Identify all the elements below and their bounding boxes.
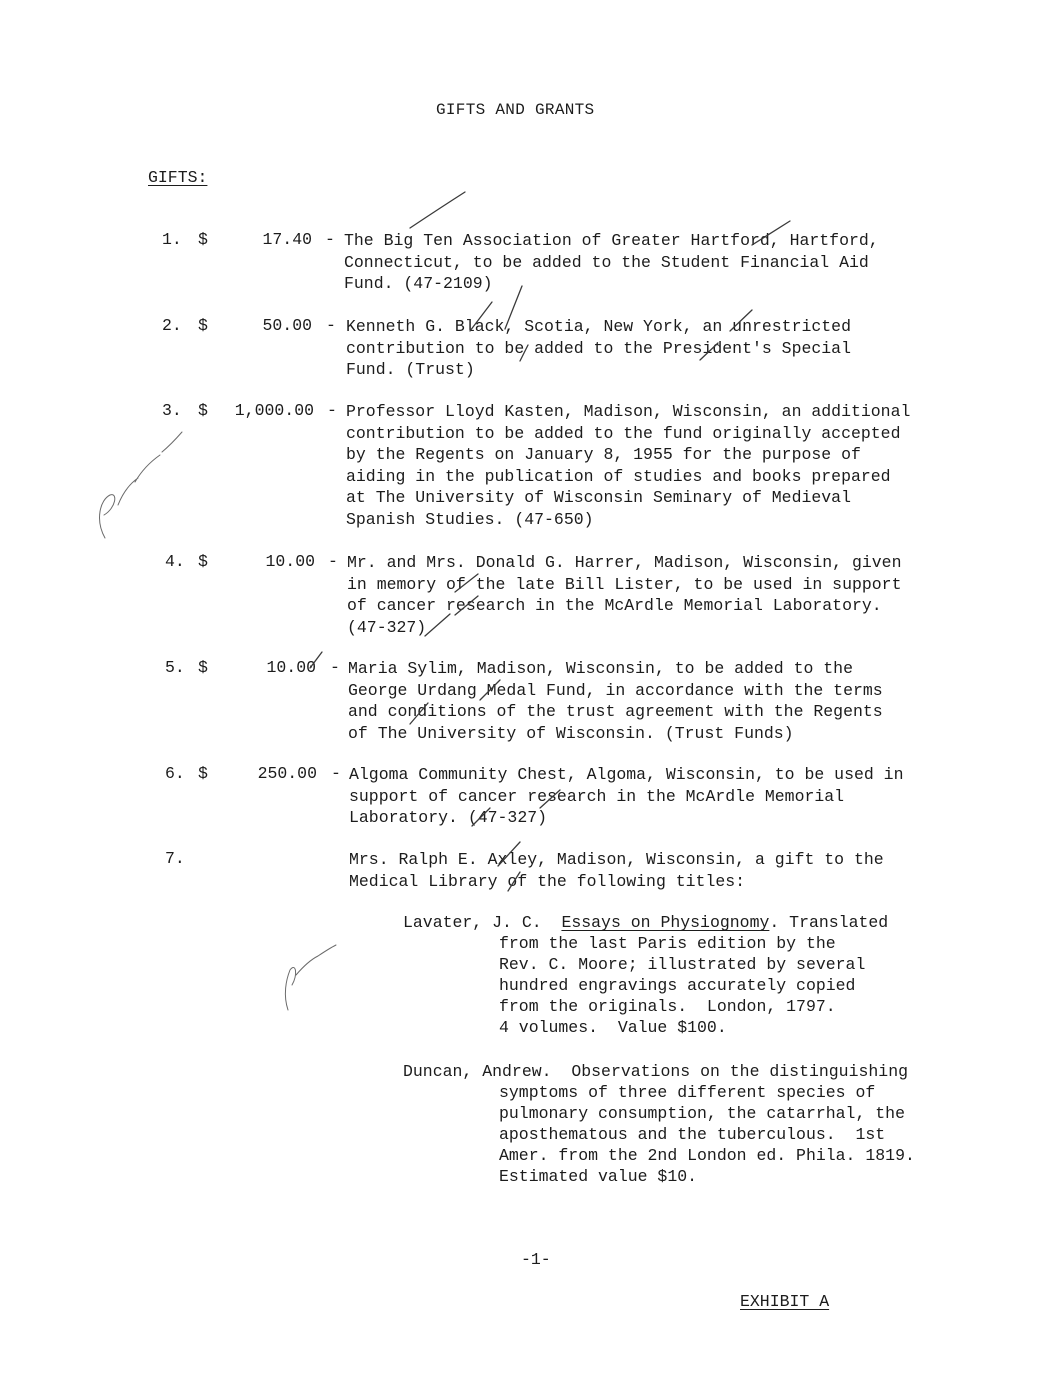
- description-line: and conditions of the trust agreement with the Regents: [348, 702, 883, 722]
- separator-dash: -: [326, 316, 336, 335]
- description-line: contribution to be added to the fund originally accepted: [346, 423, 901, 443]
- book-detail-line: hundred engravings accurately copied: [499, 976, 856, 995]
- book-detail-line: from the originals. London, 1797.: [499, 997, 836, 1016]
- separator-dash: -: [331, 764, 341, 783]
- item-number: 5.: [165, 658, 185, 677]
- item-number: 4.: [165, 552, 185, 571]
- description-line: support of cancer research in the McArdle Memorial: [349, 786, 845, 806]
- description-line: Fund. (Trust): [346, 360, 475, 380]
- margin-scribble: [100, 432, 182, 538]
- book-detail-line: 4 volumes. Value $100.: [499, 1018, 727, 1037]
- description-line: Maria Sylim, Madison, Wisconsin, to be added to the: [348, 659, 853, 678]
- gift-amount: 10.00: [265, 552, 315, 571]
- description-line: Kenneth G. Black, Scotia, New York, an unrestricted: [346, 317, 851, 336]
- exhibit-label: EXHIBIT A: [740, 1292, 830, 1311]
- gift-description: [344, 230, 879, 295]
- separator-dash: -: [327, 401, 337, 420]
- item-number: 7.: [165, 849, 185, 868]
- book-title: Essays on Physiognomy: [561, 913, 770, 932]
- book-author: Lavater, J. C.: [403, 913, 542, 932]
- description-line: by the Regents on January 8, 1955 for the purpose of: [346, 445, 861, 465]
- description-line: Laboratory. (47-327): [349, 808, 548, 828]
- gift-amount: 1,000.00: [234, 401, 314, 420]
- description-line: of The University of Wisconsin. (Trust Funds): [348, 723, 794, 743]
- margin-scribble: [285, 945, 336, 1010]
- book-title: Observations on the distinguishing: [571, 1062, 908, 1081]
- separator-dash: -: [330, 658, 340, 677]
- description-line: Medical Library of the following titles:: [349, 871, 746, 891]
- description-line: Mr. and Mrs. Donald G. Harrer, Madison, Wisconsin, given: [347, 553, 902, 572]
- item-number: 6.: [165, 764, 185, 783]
- description-line: Connecticut, to be added to the Student Financial Aid: [344, 252, 869, 272]
- description-line: of cancer research in the McArdle Memorial Laboratory.: [347, 596, 882, 616]
- gift-amount: 50.00: [262, 316, 312, 335]
- description-line: Fund. (47-2109): [344, 274, 493, 294]
- gift-description: [346, 401, 910, 531]
- book-author: Duncan, Andrew.: [403, 1062, 552, 1081]
- book-detail-line: Estimated value $10.: [499, 1167, 698, 1186]
- gift-amount: 17.40: [262, 230, 312, 249]
- gift-amount: 10.00: [266, 658, 316, 677]
- book-detail-line: Rev. C. Moore; illustrated by several: [499, 955, 866, 974]
- gift-amount: 250.00: [257, 764, 317, 783]
- item-number: 1.: [162, 230, 182, 249]
- description-line: Algoma Community Chest, Algoma, Wisconsin, to be used in: [349, 765, 904, 784]
- gift-description: [349, 849, 884, 892]
- description-line: Mrs. Ralph E. Axley, Madison, Wisconsin, a gift to the: [349, 850, 884, 869]
- gift-description: [346, 316, 851, 381]
- separator-dash: -: [325, 230, 335, 249]
- currency-symbol: $: [198, 401, 208, 420]
- currency-symbol: $: [198, 658, 208, 677]
- description-line: at The University of Wisconsin Seminary of Medieval: [346, 488, 851, 508]
- book-detail-line: Amer. from the 2nd London ed. Phila. 1819.: [499, 1146, 915, 1165]
- book-detail-line: symptoms of three different species of: [499, 1083, 876, 1102]
- currency-symbol: $: [198, 764, 208, 783]
- separator-dash: -: [328, 552, 338, 571]
- book-entry-duncan: [403, 1061, 915, 1187]
- section-heading-gifts: GIFTS:: [148, 168, 208, 187]
- currency-symbol: $: [198, 316, 208, 335]
- description-line: George Urdang Medal Fund, in accordance with the terms: [348, 680, 883, 700]
- gift-description: [349, 764, 904, 829]
- gift-description: [347, 552, 902, 638]
- currency-symbol: $: [198, 552, 208, 571]
- book-detail-line: aposthematous and the tuberculous. 1st: [499, 1125, 886, 1144]
- check-mark: [410, 192, 465, 228]
- item-number: 3.: [162, 401, 182, 420]
- currency-symbol: $: [198, 230, 208, 249]
- book-detail-line: pulmonary consumption, the catarrhal, the: [499, 1104, 905, 1123]
- book-title-suffix: . Translated: [769, 913, 889, 932]
- description-line: in memory of the late Bill Lister, to be used in support: [347, 574, 902, 594]
- item-number: 2.: [162, 316, 182, 335]
- description-line: Professor Lloyd Kasten, Madison, Wisconsin, an additional: [346, 402, 911, 421]
- description-line: The Big Ten Association of Greater Hartford, Hartford,: [344, 231, 879, 250]
- book-entry-lavater: [403, 912, 888, 1038]
- description-line: Spanish Studies. (47-650): [346, 509, 594, 529]
- description-line: (47-327): [347, 617, 427, 637]
- page-title: GIFTS AND GRANTS: [436, 101, 595, 119]
- description-line: aiding in the publication of studies and books prepared: [346, 466, 891, 486]
- description-line: contribution to be added to the President's Special: [346, 338, 851, 358]
- gift-description: [348, 658, 883, 744]
- book-detail-line: from the last Paris edition by the: [499, 934, 836, 953]
- page-number: -1-: [521, 1250, 551, 1269]
